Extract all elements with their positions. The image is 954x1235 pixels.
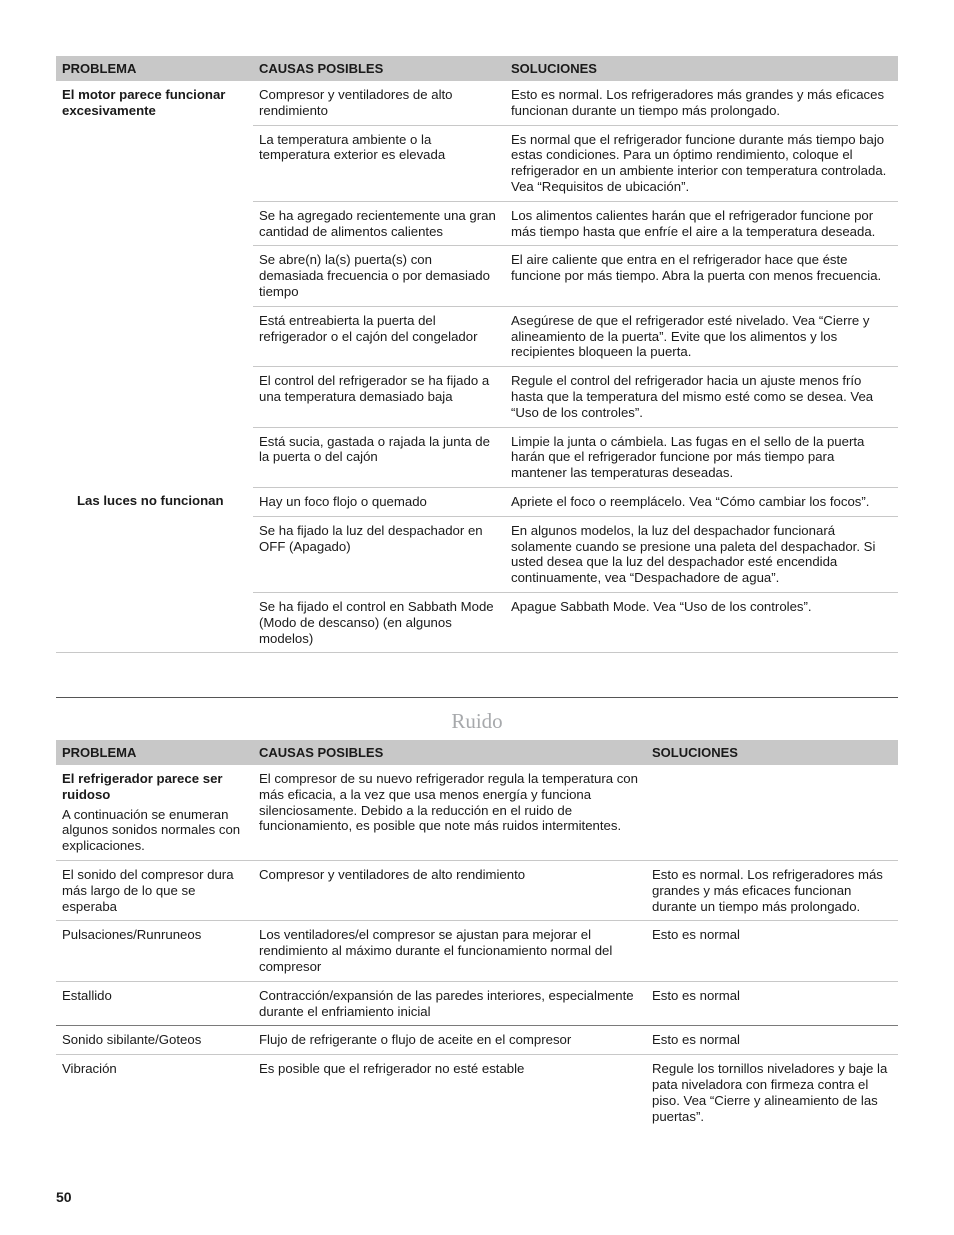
- table1-container: [56, 56, 898, 653]
- solution-cell: Es normal que el refrigerador funcione durante más tiempo bajo estas condiciones. Para un óptimo rendimiento, coloque el refrigerador en un ambiente interior con temperatura controlada. Vea “Requisitos de ubicación”.: [505, 125, 898, 201]
- problem-cell: [56, 765, 253, 860]
- solution-cell: Esto es normal. Los refrigeradores más grandes y más eficaces funcionan durante un tiempo más prolongado.: [646, 860, 898, 920]
- solution-cell: Asegúrese de que el refrigerador esté nivelado. Vea “Cierre y alineamiento de la puerta”. Evite que los alimentos y los recipientes bloqueen la puerta.: [505, 306, 898, 366]
- cause-cell: Hay un foco flojo o quemado: [253, 487, 505, 516]
- problem-cell: El sonido del compresor dura más largo de lo que se esperaba: [56, 860, 253, 920]
- cause-cell: Compresor y ventiladores de alto rendimiento: [253, 860, 646, 920]
- solution-cell: Regule el control del refrigerador hacia un ajuste menos frío hasta que la temperatura del mismo esté como se desea. Vea “Uso de los controles”.: [505, 367, 898, 427]
- solution-cell: Esto es normal: [646, 981, 898, 1026]
- problem-noisy: El refrigerador parece ser ruidoso: [62, 771, 223, 802]
- solution-cell: En algunos modelos, la luz del despachador funcionará solamente cuando se presione una paleta del despachador. Si usted desea que la luz del despachador esté encendida continuamente, vea “Despachadore de agua”.: [505, 516, 898, 592]
- noise-table: [56, 740, 898, 1130]
- solution-cell: Apriete el foco o reemplácelo. Vea “Cómo cambiar los focos”.: [505, 487, 898, 516]
- header-soluciones: SOLUCIONES: [505, 56, 898, 81]
- page-number: 50: [56, 1189, 72, 1205]
- cause-cell: Se ha agregado recientemente una gran cantidad de alimentos calientes: [253, 201, 505, 246]
- cause-cell: Se ha fijado el control en Sabbath Mode (Modo de descanso) (en algunos modelos): [253, 592, 505, 652]
- solution-cell: Esto es normal: [646, 1026, 898, 1055]
- solution-cell: Esto es normal: [646, 921, 898, 981]
- solution-cell: Apague Sabbath Mode. Vea “Uso de los controles”.: [505, 592, 898, 652]
- table2-container: [56, 740, 898, 1130]
- table-row: [56, 860, 898, 920]
- problem-cell: Pulsaciones/Runruneos: [56, 921, 253, 981]
- cause-cell: Compresor y ventiladores de alto rendimiento: [253, 81, 505, 125]
- table-row: [56, 981, 898, 1026]
- table-row: [56, 921, 898, 981]
- table-row: [56, 1055, 898, 1131]
- header-causas: CAUSAS POSIBLES: [253, 56, 505, 81]
- problem-lights: Las luces no funcionan: [56, 487, 253, 652]
- table-row: [56, 487, 898, 516]
- solution-cell: Esto es normal. Los refrigeradores más grandes y más eficaces funcionan durante un tiempo más prolongado.: [505, 81, 898, 125]
- solution-cell: [646, 765, 898, 860]
- cause-cell: Los ventiladores/el compresor se ajustan para mejorar el rendimiento al máximo durante el funcionamiento normal del compresor: [253, 921, 646, 981]
- cause-cell: La temperatura ambiente o la temperatura exterior es elevada: [253, 125, 505, 201]
- header-soluciones: SOLUCIONES: [646, 740, 898, 765]
- problem-cell: Estallido: [56, 981, 253, 1026]
- cause-cell: Está entreabierta la puerta del refrigerador o el cajón del congelador: [253, 306, 505, 366]
- problem-cell: Vibración: [62, 1061, 117, 1077]
- solution-cell: Regule los tornillos niveladores y baje la pata niveladora con firmeza contra el piso. Vea “Cierre y alineamiento de las puertas”.: [652, 1061, 888, 1124]
- table-header-row: [56, 56, 898, 81]
- header-causas: CAUSAS POSIBLES: [253, 740, 646, 765]
- solution-cell: Los alimentos calientes harán que el refrigerador funcione por más tiempo hasta que enfríe el aire a la temperatura deseada.: [505, 201, 898, 246]
- table-header-row: [56, 740, 898, 765]
- cause-cell: El control del refrigerador se ha fijado a una temperatura demasiado baja: [253, 367, 505, 427]
- cause-cell: Se abre(n) la(s) puerta(s) con demasiada frecuencia o por demasiado tiempo: [253, 246, 505, 306]
- cause-cell: Es posible que el refrigerador no esté estable: [259, 1061, 525, 1077]
- cause-cell: Está sucia, gastada o rajada la junta de la puerta o del cajón: [253, 427, 505, 487]
- table-row: [56, 765, 898, 860]
- problem-cell: Sonido sibilante/Goteos: [56, 1026, 253, 1055]
- header-problema: PROBLEMA: [56, 56, 253, 81]
- cause-cell: Contracción/expansión de las paredes interiores, especialmente durante el enfriamiento inicial: [253, 981, 646, 1026]
- header-problema: PROBLEMA: [56, 740, 253, 765]
- section-divider: [56, 697, 898, 698]
- cause-cell: El compresor de su nuevo refrigerador regula la temperatura con más eficacia, a la vez que usa menos energía y funciona silenciosamente. Debido a la reducción en el ruido de funcionamiento, es posible que note más ruidos intermitentes.: [253, 765, 646, 860]
- cause-cell: Se ha fijado la luz del despachador en OFF (Apagado): [253, 516, 505, 592]
- problem-note: A continuación se enumeran algunos sonidos normales con explicaciones.: [62, 806, 241, 854]
- section-title-ruido: Ruido: [451, 709, 503, 733]
- table-row: [56, 81, 898, 125]
- solution-cell: Limpie la junta o cámbiela. Las fugas en el sello de la puerta harán que el refrigerador funcione por más tiempo para mantener las temperaturas deseadas.: [505, 427, 898, 487]
- problem-motor: El motor parece funcionar excesivamente: [62, 87, 226, 118]
- cause-cell: Flujo de refrigerante o flujo de aceite en el compresor: [253, 1026, 646, 1055]
- table-row: [56, 1026, 898, 1055]
- motor-lights-table: [56, 56, 898, 653]
- solution-cell: El aire caliente que entra en el refrigerador hace que éste funcione por más tiempo. Abra la puerta con menos frecuencia.: [505, 246, 898, 306]
